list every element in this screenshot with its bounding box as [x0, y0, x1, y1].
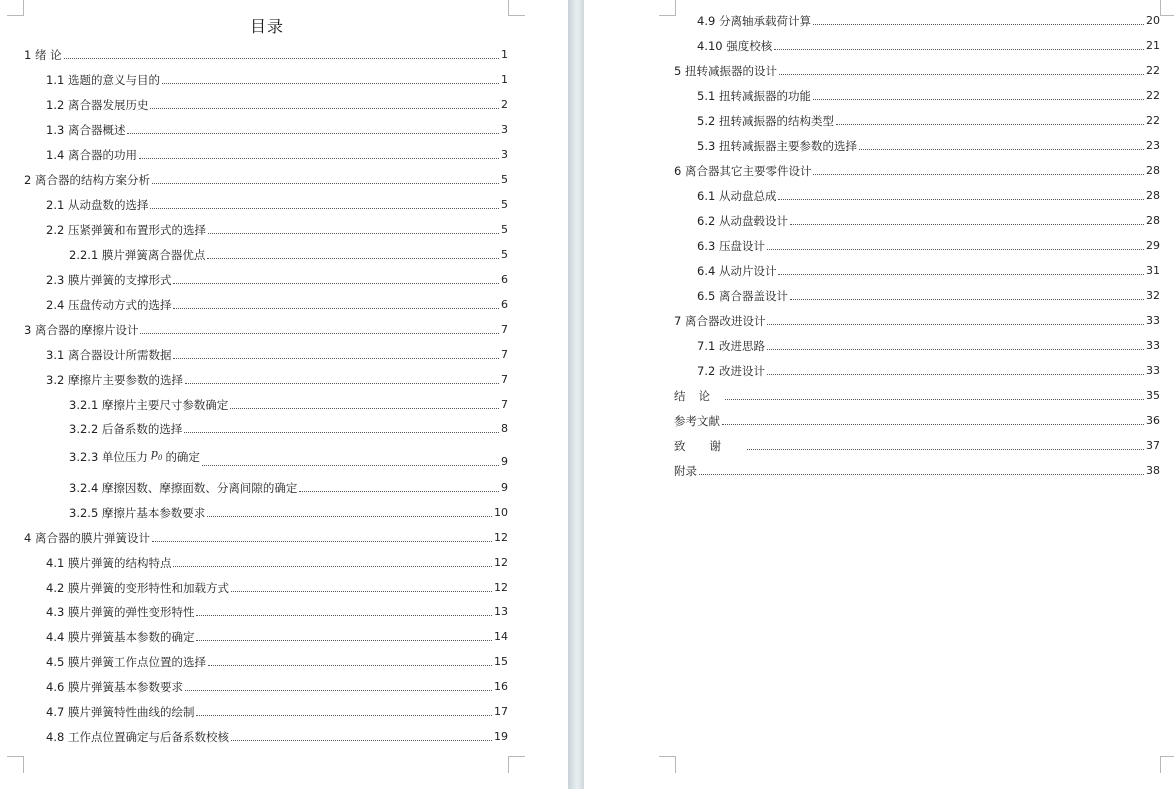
- toc-entry[interactable]: [697, 10, 1160, 28]
- toc-entry-page: 36: [1146, 414, 1160, 427]
- toc-entry-text: 6.4 从动片设计: [697, 264, 777, 278]
- toc-entry[interactable]: [674, 160, 1160, 178]
- toc-entry[interactable]: [46, 577, 508, 595]
- toc-entry-text: 2.3 膜片弹簧的支撑形式: [46, 273, 172, 287]
- toc-entry-text: 致谢: [674, 439, 745, 453]
- toc-entry[interactable]: [674, 410, 1160, 428]
- toc-entry[interactable]: [46, 626, 508, 644]
- toc-entry-text: 3.2.4 摩擦因数、摩擦面数、分离间隙的确定: [69, 481, 298, 495]
- toc-entry-text: 4.6 膜片弹簧基本参数要求: [46, 680, 183, 694]
- toc-entry-text: 5 扭转减振器的设计: [674, 64, 777, 78]
- toc-entry-text-pre: 3.2.3 单位压力: [69, 449, 148, 464]
- toc-entry[interactable]: [697, 85, 1160, 103]
- toc-entry-page: 5: [501, 223, 508, 236]
- toc-entry-page: 10: [494, 506, 508, 519]
- toc-entry-text: 6.5 离合器盖设计: [697, 289, 788, 303]
- dot-leader: [64, 58, 499, 59]
- toc-entry-page: 28: [1146, 214, 1160, 227]
- dot-leader: [202, 465, 499, 466]
- toc-entry[interactable]: [697, 285, 1160, 303]
- toc-entry-text: 3.2 摩擦片主要参数的选择: [46, 373, 183, 387]
- toc-entry-text: 结论: [674, 389, 723, 403]
- dot-leader: [778, 199, 1144, 200]
- toc-entry[interactable]: [24, 44, 508, 62]
- toc-entry-text: 2.1 从动盘数的选择: [46, 198, 149, 212]
- toc-entry[interactable]: [69, 244, 508, 262]
- dot-leader: [173, 308, 499, 309]
- crop-mark: [659, 756, 676, 773]
- crop-mark: [7, 756, 24, 773]
- toc-entry-page: 3: [501, 148, 508, 161]
- toc-entry-text: 3.2.1 摩擦片主要尺寸参数确定: [69, 398, 229, 412]
- dot-leader: [790, 224, 1144, 225]
- toc-entry[interactable]: [697, 110, 1160, 128]
- dot-leader: [813, 24, 1144, 25]
- dot-leader: [173, 283, 499, 284]
- toc-entry-text: 2.2.1 膜片弹簧离合器优点: [69, 248, 206, 262]
- dot-leader: [767, 324, 1144, 325]
- toc-entry-page: 1: [501, 48, 508, 61]
- toc-entry-text-post: 的确定: [165, 449, 200, 464]
- toc-entry-text: 6.2 从动盘毂设计: [697, 214, 788, 228]
- toc-entry[interactable]: [674, 310, 1160, 328]
- toc-entry[interactable]: [697, 210, 1160, 228]
- crop-mark: [659, 0, 676, 16]
- toc-entry[interactable]: [69, 477, 508, 495]
- toc-entry-page: 1: [501, 73, 508, 86]
- toc-entry-page: 32: [1146, 289, 1160, 302]
- toc-entry-page: 7: [501, 398, 508, 411]
- toc-entry-text: 1.4 离合器的功用: [46, 148, 137, 162]
- toc-entry-page: 37: [1146, 439, 1160, 452]
- toc-entry[interactable]: [46, 344, 508, 362]
- toc-entry-text: 3.1 离合器设计所需数据: [46, 348, 172, 362]
- toc-entry-page: 5: [501, 248, 508, 261]
- toc-entry-page: 13: [494, 605, 508, 618]
- dot-leader: [790, 299, 1144, 300]
- toc-entry-page: 12: [494, 581, 508, 594]
- crop-mark: [1160, 0, 1174, 16]
- toc-entry[interactable]: [697, 135, 1160, 153]
- toc-entry-page: 5: [501, 198, 508, 211]
- toc-entry[interactable]: [46, 119, 508, 137]
- crop-mark: [1160, 756, 1174, 773]
- toc-entry-text: 6.1 从动盘总成: [697, 189, 777, 203]
- toc-title: 目录: [249, 17, 284, 36]
- dot-leader: [774, 49, 1144, 50]
- toc-entry-text: 4 离合器的膜片弹簧设计: [24, 531, 150, 545]
- dot-leader: [162, 83, 499, 84]
- dot-leader: [150, 208, 499, 209]
- toc-entry-page: 8: [501, 422, 508, 435]
- toc-entry-text: 附录: [674, 464, 697, 478]
- toc-entry-text: 4.10 强度校核: [697, 39, 773, 53]
- toc-entry[interactable]: [46, 94, 508, 112]
- toc-entry[interactable]: [674, 385, 1160, 403]
- toc-entry-page: 9: [501, 481, 508, 494]
- dot-leader: [767, 349, 1144, 350]
- dot-leader: [152, 541, 492, 542]
- toc-entry-text: 6 离合器其它主要零件设计: [674, 164, 812, 178]
- toc-entry[interactable]: [24, 527, 508, 545]
- toc-entry-page: 12: [494, 531, 508, 544]
- dot-leader: [299, 491, 499, 492]
- toc-entry-page: 2: [501, 98, 508, 111]
- toc-entry-page: 33: [1146, 314, 1160, 327]
- dot-leader: [767, 374, 1144, 375]
- dot-leader: [140, 333, 499, 334]
- toc-entry[interactable]: [697, 360, 1160, 378]
- toc-entry-text: 5.1 扭转减振器的功能: [697, 89, 811, 103]
- dot-leader: [184, 432, 499, 433]
- toc-entry[interactable]: [69, 394, 508, 412]
- dot-leader: [859, 149, 1144, 150]
- pressure-symbol-sub: 0: [157, 454, 163, 462]
- document-page-left: [0, 0, 568, 789]
- document-page-right: [584, 0, 1174, 789]
- toc-entry-text: 7 离合器改进设计: [674, 314, 766, 328]
- toc-entry-text: 1.1 选题的意义与目的: [46, 73, 160, 87]
- toc-entry[interactable]: [24, 169, 508, 187]
- toc-entry-page: 20: [1146, 14, 1160, 27]
- toc-entry[interactable]: [46, 552, 508, 570]
- toc-entry-page: 28: [1146, 164, 1160, 177]
- toc-entry[interactable]: [46, 294, 508, 312]
- toc-entry[interactable]: [46, 701, 508, 719]
- toc-entry-page: 28: [1146, 189, 1160, 202]
- toc-entry[interactable]: [46, 369, 508, 387]
- toc-entry-text: 4.9 分离轴承载荷计算: [697, 14, 811, 28]
- toc-entry[interactable]: [46, 219, 508, 237]
- toc-entry-page: 21: [1146, 39, 1160, 52]
- toc-entry-text: 7.1 改进思路: [697, 339, 765, 353]
- dot-leader: [173, 358, 499, 359]
- toc-entry-page: 7: [501, 348, 508, 361]
- toc-entry[interactable]: [46, 194, 508, 212]
- dot-leader: [185, 690, 492, 691]
- toc-entry-page: 22: [1146, 114, 1160, 127]
- toc-entry[interactable]: [46, 69, 508, 87]
- toc-entry[interactable]: [46, 676, 508, 694]
- dot-leader: [725, 399, 1144, 400]
- toc-entry-text: 4.3 膜片弹簧的弹性变形特性: [46, 605, 195, 619]
- dot-leader: [196, 615, 492, 616]
- dot-leader: [779, 74, 1144, 75]
- toc-entry[interactable]: [697, 185, 1160, 203]
- toc-entry-page: 15: [494, 655, 508, 668]
- toc-entry[interactable]: [697, 260, 1160, 278]
- toc-entry-text: 4.2 膜片弹簧的变形特性和加载方式: [46, 581, 229, 595]
- toc-entry-page: 31: [1146, 264, 1160, 277]
- toc-entry[interactable]: [69, 446, 508, 469]
- toc-entry-text: 参考文献: [674, 414, 720, 428]
- toc-entry[interactable]: [697, 35, 1160, 53]
- toc-entry[interactable]: [674, 460, 1160, 478]
- dot-leader: [196, 715, 492, 716]
- toc-entry-text: 7.2 改进设计: [697, 364, 765, 378]
- crop-mark: [508, 756, 525, 773]
- dot-leader: [185, 383, 499, 384]
- pressure-symbol: [151, 447, 163, 460]
- toc-entry-text: 3.2.2 后备系数的选择: [69, 422, 183, 436]
- dot-leader: [747, 449, 1144, 450]
- dot-leader: [139, 158, 499, 159]
- toc-entry-text: 5.3 扭转减振器主要参数的选择: [697, 139, 857, 153]
- toc-entry[interactable]: [697, 235, 1160, 253]
- toc-entry-page: 29: [1146, 239, 1160, 252]
- page-gutter: [568, 0, 584, 789]
- toc-entry[interactable]: [46, 601, 508, 619]
- toc-entry[interactable]: [46, 144, 508, 162]
- dot-leader: [836, 124, 1144, 125]
- toc-entry-page: 16: [494, 680, 508, 693]
- dot-leader: [152, 183, 499, 184]
- toc-entry-text: 1.2 离合器发展历史: [46, 98, 149, 112]
- dot-leader: [208, 233, 499, 234]
- dot-leader: [207, 258, 499, 259]
- toc-entry-page: 12: [494, 556, 508, 569]
- toc-entry[interactable]: [674, 60, 1160, 78]
- toc-entry[interactable]: [69, 418, 508, 436]
- dot-leader: [231, 740, 492, 741]
- toc-entry-page: 19: [494, 730, 508, 743]
- dot-leader: [207, 516, 492, 517]
- dot-leader: [196, 640, 492, 641]
- toc-entry-text: 2.2 压紧弹簧和布置形式的选择: [46, 223, 206, 237]
- toc-entry-text: 6.3 压盘设计: [697, 239, 765, 253]
- dot-leader: [699, 474, 1144, 475]
- toc-entry-page: 7: [501, 373, 508, 386]
- toc-entry-text: [69, 446, 200, 469]
- toc-entry-page: 22: [1146, 64, 1160, 77]
- toc-entry-text: 1.3 离合器概述: [46, 123, 126, 137]
- toc-entry[interactable]: [69, 502, 508, 520]
- toc-entry-text: 4.1 膜片弹簧的结构特点: [46, 556, 172, 570]
- toc-entry[interactable]: [46, 651, 508, 669]
- toc-entry[interactable]: [46, 269, 508, 287]
- toc-entry-page: 7: [501, 323, 508, 336]
- toc-entry-page: 3: [501, 123, 508, 136]
- toc-entry-text: 4.5 膜片弹簧工作点位置的选择: [46, 655, 206, 669]
- toc-entry-page: 17: [494, 705, 508, 718]
- toc-entry-text: 5.2 扭转减振器的结构类型: [697, 114, 834, 128]
- toc-entry[interactable]: [697, 335, 1160, 353]
- dot-leader: [722, 424, 1144, 425]
- toc-entry-page: 38: [1146, 464, 1160, 477]
- toc-entry-text: 3.2.5 摩擦片基本参数要求: [69, 506, 206, 520]
- toc-entry-text: 4.8 工作点位置确定与后备系数校核: [46, 730, 229, 744]
- dot-leader: [230, 408, 499, 409]
- toc-entry-text: 4.4 膜片弹簧基本参数的确定: [46, 630, 195, 644]
- dot-leader: [208, 665, 492, 666]
- pressure-symbol-letter: p: [150, 446, 158, 460]
- toc-entry-page: 23: [1146, 139, 1160, 152]
- dot-leader: [813, 174, 1144, 175]
- toc-entry[interactable]: [46, 726, 508, 744]
- toc-entry-page: 9: [501, 455, 508, 468]
- toc-entry-text: 2 离合器的结构方案分析: [24, 173, 150, 187]
- dot-leader: [813, 99, 1144, 100]
- toc-entry-page: 6: [501, 298, 508, 311]
- toc-entry-page: 22: [1146, 89, 1160, 102]
- toc-entry[interactable]: [674, 435, 1160, 453]
- toc-entry[interactable]: [24, 319, 508, 337]
- dot-leader: [173, 566, 492, 567]
- dot-leader: [127, 133, 499, 134]
- toc-entry-page: 33: [1146, 364, 1160, 377]
- toc-entry-text: 4.7 膜片弹簧特性曲线的绘制: [46, 705, 195, 719]
- dot-leader: [778, 274, 1144, 275]
- dot-leader: [150, 108, 499, 109]
- toc-entry-page: 5: [501, 173, 508, 186]
- dot-leader: [231, 591, 492, 592]
- toc-entry-text: 3 离合器的摩擦片设计: [24, 323, 139, 337]
- toc-entry-page: 6: [501, 273, 508, 286]
- toc-entry-page: 33: [1146, 339, 1160, 352]
- dot-leader: [767, 249, 1144, 250]
- toc-entry-text: 2.4 压盘传动方式的选择: [46, 298, 172, 312]
- toc-entry-page: 14: [494, 630, 508, 643]
- toc-entry-page: 35: [1146, 389, 1160, 402]
- toc-entry-text: 1 绪 论: [24, 48, 62, 62]
